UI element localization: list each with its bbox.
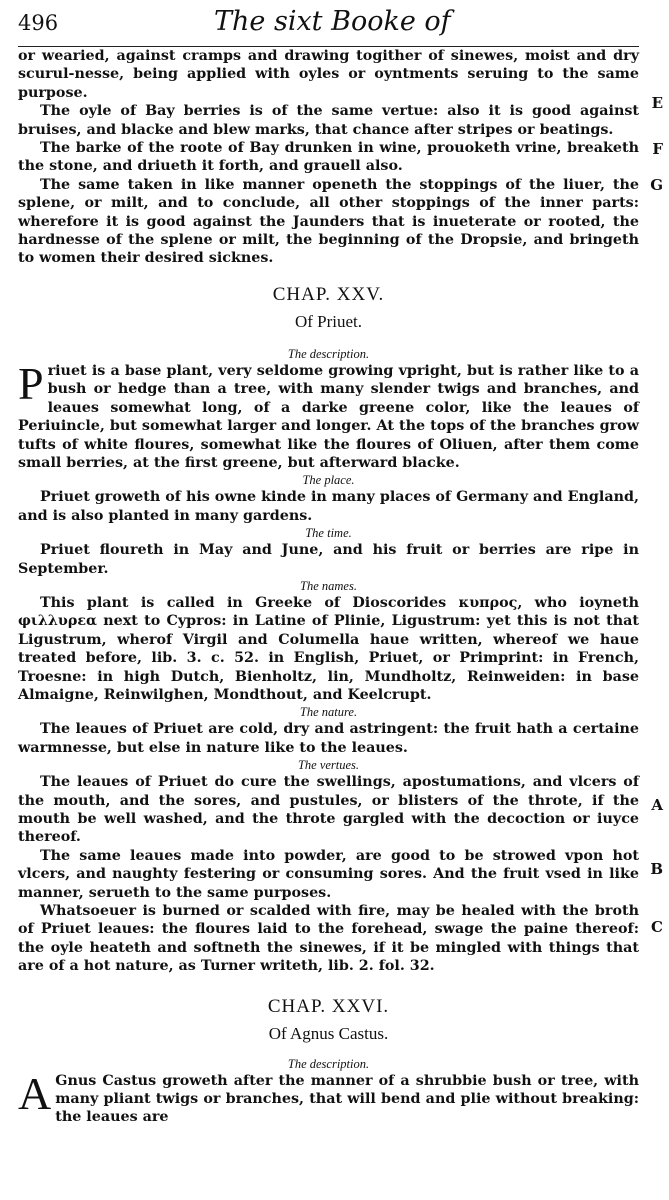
running-title: The sixt Booke of xyxy=(214,6,451,37)
description-text: Gnus Castus groweth after the manner of a shrubbie bush or tree, with many pliant twigs or branches, that will bend and plie without breaking: the leaues are xyxy=(55,1072,639,1126)
page-header xyxy=(18,6,639,47)
section-heading: The time. xyxy=(305,526,352,541)
intro-paragraph: or wearied, against cramps and drawing togither of sinewes, moist and dry scurul-nesse, being applied with oyles or oyntments seruing to the same purpose. xyxy=(18,48,639,101)
chapter-title: Of Agnus Castus. xyxy=(268,1023,389,1043)
intro-paragraph: The oyle of Bay berries is of the same vertue: also it is good against bruises, and blacke and blew marks, that chance after stripes or beatings. xyxy=(18,103,639,138)
vertues-text xyxy=(18,773,639,975)
nature-text: The leaues of Priuet are cold, dry and astringent: the fruit hath a certaine warmnesse, but else in nature like to the leaues. xyxy=(18,721,639,756)
page-number: 496 xyxy=(18,11,59,35)
margin-letter: B xyxy=(650,860,663,878)
vertue-paragraph: Whatsoeuer is burned or scalded with fire, may be healed with the broth of Priuet leaues: the floures laid to the forehead, swage the paine thereof: the oyle heateth and softneth the sinewes, if it be mingled with things that are of a hot nature, as Turner writeth, lib. 2. fol. 32. xyxy=(18,903,639,975)
section-heading: The place. xyxy=(302,473,355,488)
names-text: This plant is called in Greeke of Dioscorides κυπρος, who ioyneth φιλλυρεα next to Cypros: in Latine of Plinie, Ligustrum: yet this is not that Ligustrum, wherof Virgil and Columella haue written, whereof we haue treated before, lib. 3. c. 52. in English, Priuet, or Primprint: in French, Troesne: in high Dutch, Bienholtz, lin, Mundholtz, Reinweiden: in base Almaigne, Reinwilghen, Mondthout, and Keelcrupt. xyxy=(18,594,639,703)
section-heading: The description. xyxy=(287,346,370,361)
intro-paragraph: The barke of the roote of Bay drunken in wine, prouoketh vrine, breaketh the stone, and driueth it forth, and grauell also. xyxy=(18,140,639,175)
margin-letter: G xyxy=(650,176,663,194)
description-paragraph xyxy=(18,357,639,472)
margin-letter: F xyxy=(652,140,663,158)
drop-cap: A xyxy=(18,1067,52,1119)
chapter-heading: CHAP. XXVI. xyxy=(267,995,390,1017)
section-heading: The names. xyxy=(300,578,357,593)
section-heading: The vertues. xyxy=(297,758,360,773)
chapter-title: Of Priuet. xyxy=(294,311,363,331)
place-text: Priuet groweth of his owne kinde in many places of Germany and England, and is also planted in many gardens. xyxy=(18,489,639,524)
vertue-paragraph: The leaues of Priuet do cure the swellings, apostumations, and vlcers of the mouth, and the sores, and pustules, or blisters of the throte, if the mouth be well washed, and the throte gargled with the decoction or iuyce thereof. xyxy=(18,774,639,846)
vertue-paragraph: The same leaues made into powder, are good to be strowed vpon hot vlcers, and naughty festering or consuming sores. And the fruit vsed in like manner, serueth to the same purposes. xyxy=(18,847,639,901)
description-paragraph xyxy=(18,1067,639,1127)
drop-cap: P xyxy=(18,357,44,409)
section-heading: The nature. xyxy=(299,705,358,720)
margin-letter: C xyxy=(651,918,663,936)
chapter-heading: CHAP. XXV. xyxy=(272,283,385,305)
margin-letter: E xyxy=(651,94,663,112)
margin-letter: A xyxy=(651,796,663,814)
description-text: riuet is a base plant, very seldome growing vpright, but is rather like to a bush or hedge than a tree, with many slender twigs and branches, and leaues somewhat long, of a darke greene color, like the leaues of Periuincle, but somewhat larger and longer. At the tops of the branches grow tufts of white floures, somewhat like the floures of Oliuen, after them come small berries, at the first greene, but afterward blacke. xyxy=(18,362,639,471)
time-text: Priuet floureth in May and June, and his fruit or berries are ripe in September. xyxy=(18,542,639,577)
intro-paragraph: The same taken in like manner openeth the stoppings of the liuer, the splene, or milt, and to conclude, all other stoppings of the inner parts: wherefore it is good against the Jaunders that is inueterate or rooted, the hardnesse of the splene or milt, the beginning of the Dropsie, and bringeth to women their desired sicknes. xyxy=(18,176,639,267)
intro-text xyxy=(18,47,639,268)
section-heading: The description. xyxy=(287,1056,370,1071)
